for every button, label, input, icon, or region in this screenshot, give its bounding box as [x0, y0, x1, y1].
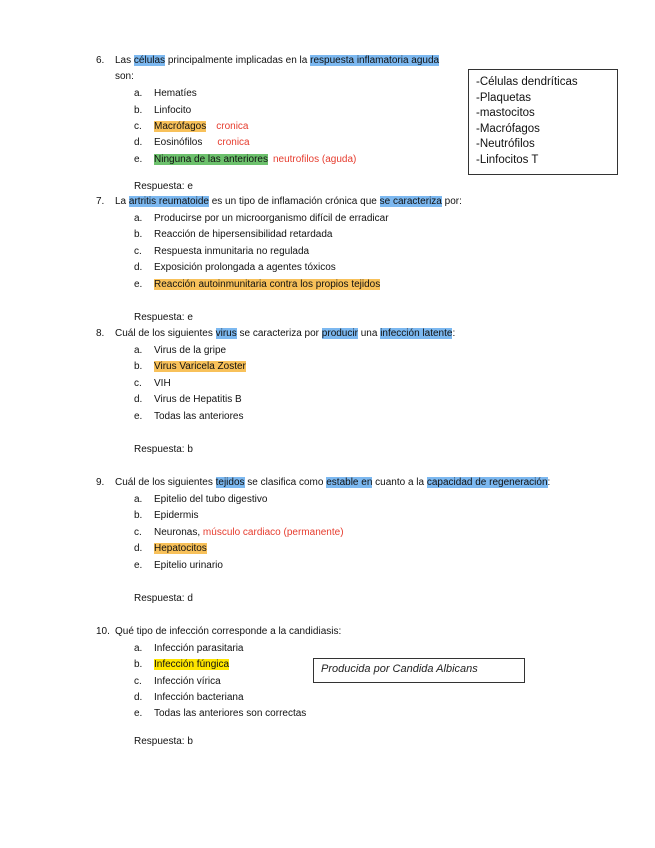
- question-number: 7.: [96, 196, 105, 207]
- option-e: e. Todas las anteriores son correctas: [134, 708, 307, 719]
- option-a: a. Infección parasitaria: [134, 643, 244, 654]
- option-a: a. Epitelio del tubo digestivo: [134, 494, 268, 505]
- handwritten-note: cronica: [217, 137, 250, 148]
- highlight: células: [133, 55, 166, 66]
- correct-highlight: Ninguna de las anteriores: [154, 154, 268, 165]
- highlight: capacidad de regeneración: [426, 477, 548, 488]
- option-d: d. Exposición prolongada a agentes tóxicos: [134, 262, 336, 273]
- option-d: d. Eosinófilos cronica: [134, 137, 250, 148]
- highlight: virus: [215, 328, 237, 339]
- option-d: d. Infección bacteriana: [134, 692, 244, 703]
- highlight: estable en: [326, 477, 373, 488]
- option-c: c. Infección vírica: [134, 676, 221, 687]
- handwritten-note: cronica: [216, 121, 249, 132]
- highlight: infección latente: [380, 328, 453, 339]
- question-number: 6.: [96, 55, 105, 66]
- option-b: b. Reacción de hipersensibilidad retardada: [134, 229, 333, 240]
- highlight: artritis reumatoide: [128, 196, 209, 207]
- correct-highlight: Macrófagos: [154, 121, 207, 132]
- option-a: a. Hematíes: [134, 88, 197, 99]
- option-e: e. Reacción autoinmunitaria contra los propios tejidos: [134, 279, 381, 290]
- option-b: b. Epidermis: [134, 510, 199, 521]
- highlight: se caracteriza: [379, 196, 442, 207]
- question-stem: La artritis reumatoide es un tipo de inflamación crónica que se caracteriza por:: [115, 196, 462, 207]
- question-stem: Las células principalmente implicadas en la respuesta inflamatoria aguda: [115, 55, 440, 66]
- option-d: d. Virus de Hepatitis B: [134, 394, 242, 405]
- option-c: c. Macrófagos cronica: [134, 121, 249, 132]
- answer-line: Respuesta: e: [134, 181, 193, 192]
- option-e: e. Todas las anteriores: [134, 411, 244, 422]
- cells-note-box: -Células dendríticas -Plaquetas -mastocitos -Macrófagos -Neutrófilos -Linfocitos T: [468, 69, 618, 175]
- question-number: 8.: [96, 328, 105, 339]
- option-b: b. Linfocito: [134, 105, 192, 116]
- answer-line: Respuesta: b: [134, 736, 193, 747]
- highlight: respuesta inflamatoria aguda: [310, 55, 440, 66]
- option-a: a. Producirse por un microorganismo difícil de erradicar: [134, 213, 389, 224]
- question-number: 10.: [96, 626, 110, 637]
- correct-highlight: Virus Varicela Zoster: [154, 361, 246, 372]
- question-stem: Qué tipo de infección corresponde a la candidiasis:: [115, 626, 342, 637]
- option-d: d. Hepatocitos: [134, 543, 207, 554]
- handwritten-note: músculo cardiaco (permanente): [202, 527, 344, 538]
- option-c: c. VIH: [134, 378, 171, 389]
- question-stem: Cuál de los siguientes virus se caracteriza por producir una infección latente:: [115, 328, 456, 339]
- answer-line: Respuesta: d: [134, 593, 193, 604]
- option-e: e. Ninguna de las anteriores neutrofilos (aguda): [134, 154, 357, 165]
- candida-note-box: Producida por Candida Albicans: [313, 658, 525, 683]
- correct-highlight: Reacción autoinmunitaria contra los propios tejidos: [154, 279, 381, 290]
- handwritten-note: neutrofilos (aguda): [272, 154, 357, 165]
- correct-highlight: Infección fúngica: [154, 659, 230, 670]
- option-c: c. Respuesta inmunitaria no regulada: [134, 246, 310, 257]
- option-b: b. Infección fúngica: [134, 659, 230, 670]
- highlight: tejidos: [215, 477, 245, 488]
- option-b: b. Virus Varicela Zoster: [134, 361, 246, 372]
- option-e: e. Epitelio urinario: [134, 560, 223, 571]
- answer-line: Respuesta: e: [134, 312, 193, 323]
- correct-highlight: Hepatocitos: [154, 543, 207, 554]
- answer-line: Respuesta: b: [134, 444, 193, 455]
- question-stem: Cuál de los siguientes tejidos se clasifica como estable en cuanto a la capacidad de regeneración:: [115, 477, 551, 488]
- question-number: 9.: [96, 477, 105, 488]
- highlight: producir: [321, 328, 358, 339]
- option-a: a. Virus de la gripe: [134, 345, 227, 356]
- option-c: c. Neuronas, músculo cardiaco (permanente): [134, 527, 344, 538]
- question-stem-cont: son:: [115, 71, 134, 82]
